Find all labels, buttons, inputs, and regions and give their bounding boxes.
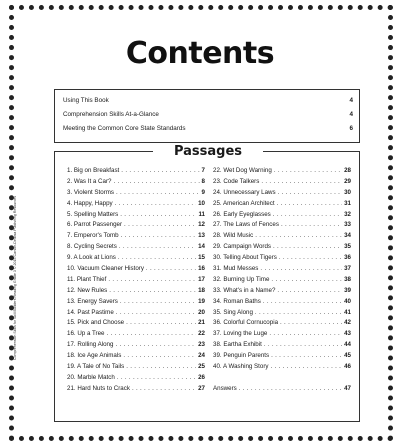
passage-title: 33. What's in a Name?: [213, 286, 276, 294]
dot-leader: [271, 275, 342, 286]
passage-page-number: 24: [198, 352, 205, 360]
passage-entry[interactable]: [213, 340, 351, 351]
dot-leader: [255, 308, 342, 319]
passage-entry[interactable]: [67, 362, 205, 373]
passage-page-number: 27: [198, 384, 205, 392]
passage-entry[interactable]: [67, 231, 205, 242]
passage-page-number: 46: [344, 363, 351, 371]
passage-title: 29. Campaign Words: [213, 243, 272, 251]
passage-title: 37. Loving the Luge: [213, 330, 268, 338]
dot-leader: [255, 231, 342, 242]
dot-leader: [120, 297, 196, 308]
toc-entry[interactable]: [63, 96, 353, 106]
passage-title: 35. Sing Along: [213, 308, 253, 316]
passage-title: 4. Happy, Happy: [67, 199, 113, 207]
dot-leader: [281, 220, 342, 231]
passage-entry[interactable]: [67, 177, 205, 188]
passage-entry[interactable]: [67, 242, 205, 253]
toc-entry-label: Comprehension Skills At-a-Glance: [63, 111, 159, 118]
passage-entry[interactable]: [213, 199, 351, 210]
passage-page-number: 22: [198, 330, 205, 338]
passage-title: 24. Unnecessary Laws: [213, 188, 276, 196]
passage-title: 12. New Rules: [67, 286, 108, 294]
passage-title: 19. A Tale of No Tails: [67, 363, 125, 371]
passage-page-number: 30: [344, 188, 351, 196]
passage-title: 23. Code Talkers: [213, 177, 260, 185]
passage-page-number: 38: [344, 275, 351, 283]
passage-entry[interactable]: [213, 264, 351, 275]
answers-entry[interactable]: [213, 384, 351, 395]
passage-page-number: 11: [198, 210, 205, 218]
dot-leader: [239, 384, 342, 395]
passage-title: 16. Up a Tree: [67, 330, 105, 338]
dot-leader: [118, 253, 196, 264]
passage-page-number: 29: [344, 177, 351, 185]
dot-leader: [117, 373, 196, 384]
passages-column-left: [67, 166, 205, 395]
passage-title: 8. Cycling Secrets: [67, 243, 117, 251]
passage-title: 15. Pick and Choose: [67, 319, 125, 327]
passage-entry[interactable]: [67, 264, 205, 275]
passages-box: [54, 144, 360, 422]
dot-leader: [264, 340, 342, 351]
passage-entry[interactable]: [67, 220, 205, 231]
passage-title: 27. The Laws of Fences: [213, 221, 279, 229]
passage-entry[interactable]: [67, 286, 205, 297]
passages-heading: Passages: [153, 143, 263, 161]
passage-page-number: 13: [198, 232, 205, 240]
passage-title: 31. Mud Messes: [213, 265, 259, 273]
dot-leader: [146, 264, 196, 275]
dot-leader: [115, 340, 196, 351]
dot-leader: [277, 199, 343, 210]
passage-entry[interactable]: [67, 340, 205, 351]
passage-title: 10. Vacuum Cleaner History: [67, 265, 144, 273]
passage-page-number: 31: [344, 199, 351, 207]
passage-page-number: 39: [344, 286, 351, 294]
passage-title: 5. Spelling Matters: [67, 210, 119, 218]
toc-entry-page: 6: [349, 125, 353, 132]
passage-entry[interactable]: [67, 253, 205, 264]
dot-leader: [123, 351, 196, 362]
passage-entry[interactable]: [213, 351, 351, 362]
dot-leader: [278, 188, 343, 199]
dot-leader: [121, 231, 196, 242]
passage-title: 2. Was It a Car?: [67, 177, 112, 185]
passages-column-right: [213, 166, 351, 395]
passage-title: 3. Violent Storms: [67, 188, 115, 196]
dot-leader: [263, 297, 342, 308]
passage-page-number: 23: [198, 341, 205, 349]
dot-leader: [107, 329, 197, 340]
dot-leader: [126, 362, 196, 373]
toc-entry-page: 4: [349, 111, 353, 118]
passage-entry[interactable]: [213, 220, 351, 231]
passage-entry[interactable]: [213, 253, 351, 264]
passage-page-number: 26: [198, 373, 205, 381]
passage-page-number: 25: [198, 363, 205, 371]
dot-leader: [132, 384, 196, 395]
toc-entry-label: Using This Book: [63, 97, 109, 104]
page-title: Contents: [125, 36, 275, 71]
passage-entry[interactable]: [67, 318, 205, 329]
passage-entry[interactable]: [67, 166, 205, 177]
passage-page-number: 32: [344, 210, 351, 218]
dot-leader: [120, 210, 196, 221]
dot-leader: [260, 264, 342, 275]
passage-title: 32. Burning Up Time: [213, 275, 270, 283]
passage-page-number: 45: [344, 352, 351, 360]
passage-entry[interactable]: [67, 308, 205, 319]
passage-title: 30. Telling About Tigers: [213, 254, 277, 262]
passage-entry[interactable]: [67, 297, 205, 308]
passage-page-number: 20: [198, 308, 205, 316]
dot-leader: [116, 308, 196, 319]
dot-leader: [271, 351, 342, 362]
passage-title: 14. Past Pastime: [67, 308, 114, 316]
passage-page-number: 43: [344, 330, 351, 338]
passage-entry[interactable]: [213, 166, 351, 177]
passage-entry[interactable]: [213, 362, 351, 373]
passage-entry[interactable]: [67, 329, 205, 340]
passage-page-number: 14: [198, 243, 205, 251]
passage-entry[interactable]: [213, 231, 351, 242]
passage-entry[interactable]: [67, 373, 205, 384]
side-credit: Comprehension Skills for Skill Builders Reading Grade 3 © 2015 Carson-Dellosa Publishing Resources: [13, 195, 17, 360]
passage-page-number: 9: [201, 188, 205, 196]
dot-leader: [109, 286, 196, 297]
dot-leader: [113, 177, 199, 188]
passage-entry[interactable]: [67, 275, 205, 286]
dot-leader: [277, 286, 342, 297]
answers-label: Answers: [213, 384, 237, 392]
passage-title: 21. Hard Nuts to Crack: [67, 384, 130, 392]
toc-entry[interactable]: [63, 110, 353, 120]
passage-page-number: 8: [201, 177, 205, 185]
toc-entry[interactable]: [63, 124, 353, 134]
dot-leader: [121, 166, 199, 177]
passage-entry[interactable]: [213, 286, 351, 297]
dot-leader: [271, 362, 343, 373]
passage-title: 1. Big on Breakfast: [67, 167, 120, 174]
passage-title: 39. Penguin Parents: [213, 352, 270, 360]
passage-title: 6. Parrot Passenger: [67, 221, 123, 229]
passage-entry[interactable]: [213, 188, 351, 199]
passage-title: 17. Rolling Along: [67, 341, 114, 349]
passage-page-number: 33: [344, 221, 351, 229]
answers-page-number: 47: [344, 384, 351, 392]
passage-entry[interactable]: [213, 297, 351, 308]
passage-page-number: 16: [198, 265, 205, 273]
passage-entry[interactable]: [213, 275, 351, 286]
passage-page-number: 15: [198, 254, 205, 262]
dot-leader: [280, 318, 342, 329]
toc-entry-page: 4: [349, 97, 353, 104]
dot-leader: [119, 242, 196, 253]
passage-entry[interactable]: [67, 351, 205, 362]
passage-entry[interactable]: [213, 329, 351, 340]
dot-leader: [269, 329, 342, 340]
toc-entry-label: Meeting the Common Core State Standards: [63, 125, 186, 132]
passage-page-number: 40: [344, 297, 351, 305]
passage-title: 40. A Washing Story: [213, 363, 269, 371]
passage-page-number: 17: [198, 275, 205, 283]
passage-page-number: 37: [344, 265, 351, 273]
passage-page-number: 36: [344, 254, 351, 262]
passage-title: 20. Marble Match: [67, 373, 115, 381]
passage-page-number: 34: [344, 232, 351, 240]
passage-title: 13. Energy Savers: [67, 297, 118, 305]
passage-page-number: 12: [198, 221, 205, 229]
passage-page-number: 44: [344, 341, 351, 349]
dot-leader: [116, 188, 200, 199]
dot-leader: [108, 275, 196, 286]
dot-leader: [261, 177, 342, 188]
passage-page-number: 21: [198, 319, 205, 327]
passage-page-number: 19: [198, 297, 205, 305]
passage-entry[interactable]: [67, 188, 205, 199]
passage-entry[interactable]: [67, 199, 205, 210]
front-matter-box: [54, 89, 360, 143]
passage-title: 26. Early Eyeglasses: [213, 210, 271, 218]
passage-title: 22. Wet Dog Warning: [213, 167, 272, 174]
passage-entry[interactable]: [213, 210, 351, 221]
passage-entry[interactable]: [67, 384, 205, 395]
dot-leader: [124, 220, 196, 231]
passage-title: 38. Eartha Exhibit: [213, 341, 262, 349]
passage-title: 25. American Architect: [213, 199, 275, 207]
passage-page-number: 7: [201, 167, 205, 174]
passage-title: 9. A Look at Lions: [67, 254, 116, 262]
passage-entry[interactable]: [67, 210, 205, 221]
passage-page-number: 35: [344, 243, 351, 251]
dot-leader: [273, 242, 342, 253]
passage-page-number: 41: [344, 308, 351, 316]
passage-entry[interactable]: [213, 318, 351, 329]
passage-title: 34. Roman Baths: [213, 297, 261, 305]
dot-leader: [115, 199, 196, 210]
passage-title: 11. Plant Thief: [67, 275, 107, 283]
passage-page-number: 42: [344, 319, 351, 327]
passage-entry[interactable]: [213, 308, 351, 319]
passage-entry[interactable]: [213, 177, 351, 188]
passage-page-number: 28: [344, 167, 351, 174]
passage-title: 7. Emperor's Tomb: [67, 232, 119, 240]
dot-leader: [279, 253, 342, 264]
contents-page: [16, 12, 386, 435]
passage-title: 28. Wild Music: [213, 232, 254, 240]
dot-leader: [273, 210, 342, 221]
passage-page-number: 18: [198, 286, 205, 294]
passage-page-number: 10: [198, 199, 205, 207]
dot-leader: [126, 318, 196, 329]
passage-title: 36. Colorful Cornucopia: [213, 319, 279, 327]
passage-title: 18. Ice Age Animals: [67, 352, 122, 360]
passage-entry[interactable]: [213, 242, 351, 253]
dot-leader: [274, 166, 342, 177]
